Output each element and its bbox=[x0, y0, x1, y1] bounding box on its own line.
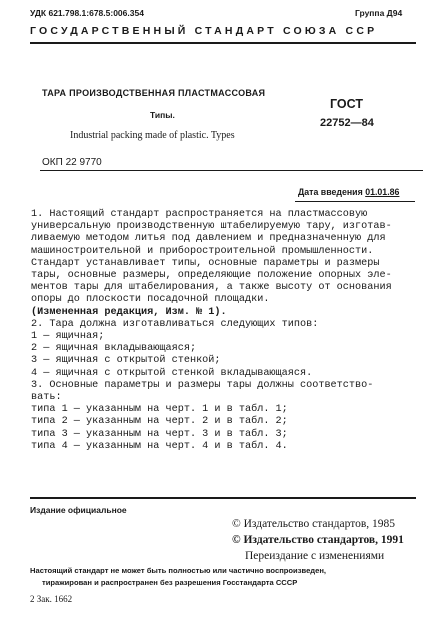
introduction-date-value: 01.01.86 bbox=[365, 187, 400, 197]
body-line: 1. Настоящий стандарт распространяется на пластмассовую bbox=[31, 209, 368, 220]
body-text bbox=[31, 209, 392, 453]
header-rule bbox=[30, 42, 416, 44]
gost-number: 22752—84 bbox=[320, 117, 374, 129]
introduction-date-label: Дата введения bbox=[298, 187, 363, 197]
document-title-english: Industrial packing made of plastic. Types bbox=[70, 130, 235, 141]
body-line: 2 — ящичная вкладывающаяся; bbox=[31, 343, 197, 355]
gost-label: ГОСТ bbox=[330, 97, 363, 111]
document-title: ТАРА ПРОИЗВОДСТВЕННАЯ ПЛАСТМАССОВАЯ bbox=[42, 88, 266, 98]
body-line: типа 1 — указанным на черт. 1 и в табл. 1; bbox=[31, 404, 288, 416]
footer-rule bbox=[30, 497, 416, 499]
body-line: 3 — ящичная с открытой стенкой; bbox=[31, 355, 221, 367]
body-line: вать: bbox=[31, 392, 62, 404]
introduction-date bbox=[298, 187, 399, 197]
okp-code: ОКП 22 9770 bbox=[42, 157, 102, 168]
udc-code: УДК 621.798.1:678.5:006.354 bbox=[30, 8, 144, 18]
body-line: ливаемую методом литья под давлением и предназначенную для bbox=[31, 233, 386, 245]
body-line: 1 — ящичная; bbox=[31, 331, 105, 343]
introduction-date-rule bbox=[295, 201, 415, 202]
copyright-1991: © Издательство стандартов, 1991 bbox=[232, 534, 404, 546]
document-subtitle: Типы. bbox=[150, 110, 175, 120]
copyright-1985: © Издательство стандартов, 1985 bbox=[232, 518, 396, 530]
body-line: ментов тары для штабелирования, а также высоту от основания bbox=[31, 282, 392, 294]
body-line-amendment: (Измененная редакция, Изм. № 1). bbox=[31, 306, 227, 318]
state-standard-title: ГОСУДАРСТВЕННЫЙ СТАНДАРТ СОЮЗА ССР bbox=[30, 25, 378, 37]
body-line: 2. Тара должна изготавливаться следующих типов: bbox=[31, 318, 319, 330]
body-line: 4 — ящичная с открытой стенкой вкладывающаяся. bbox=[31, 367, 313, 379]
reproduction-notice-line-2: тиражирован и распространен без разрешения Госстандарта СССР bbox=[42, 578, 298, 587]
body-line: тары, основные размеры, определяющие положение опорных эле- bbox=[31, 270, 392, 282]
body-line: 3. Основные параметры и размеры тары должны соответство- bbox=[31, 379, 374, 391]
body-line: типа 2 — указанным на черт. 2 и в табл. 2; bbox=[31, 416, 288, 428]
reissue-note: Переиздание с изменениями bbox=[245, 550, 385, 562]
body-line: универсальную производственную штабелируемую тару, изготав- bbox=[31, 221, 392, 233]
body-line: типа 4 — указанным на черт. 4 и в табл. 4. bbox=[31, 440, 288, 452]
title-rule bbox=[40, 170, 423, 171]
official-edition-label: Издание официальное bbox=[30, 505, 127, 515]
body-line: машиностроительной и приборостроительной промышленности. bbox=[31, 245, 374, 257]
reproduction-notice-line-1: Настоящий стандарт не может быть полностью или частично воспроизведен, bbox=[30, 566, 327, 575]
body-line: опоры до плоскости посадочной площадки. bbox=[31, 294, 270, 306]
order-number: 2 Зак. 1662 bbox=[30, 594, 73, 604]
body-line: Стандарт устанавливает типы, основные параметры и размеры bbox=[31, 257, 380, 269]
group-code: Группа Д94 bbox=[355, 8, 403, 18]
body-line: типа 3 — указанным на черт. 3 и в табл. 3; bbox=[31, 428, 288, 440]
